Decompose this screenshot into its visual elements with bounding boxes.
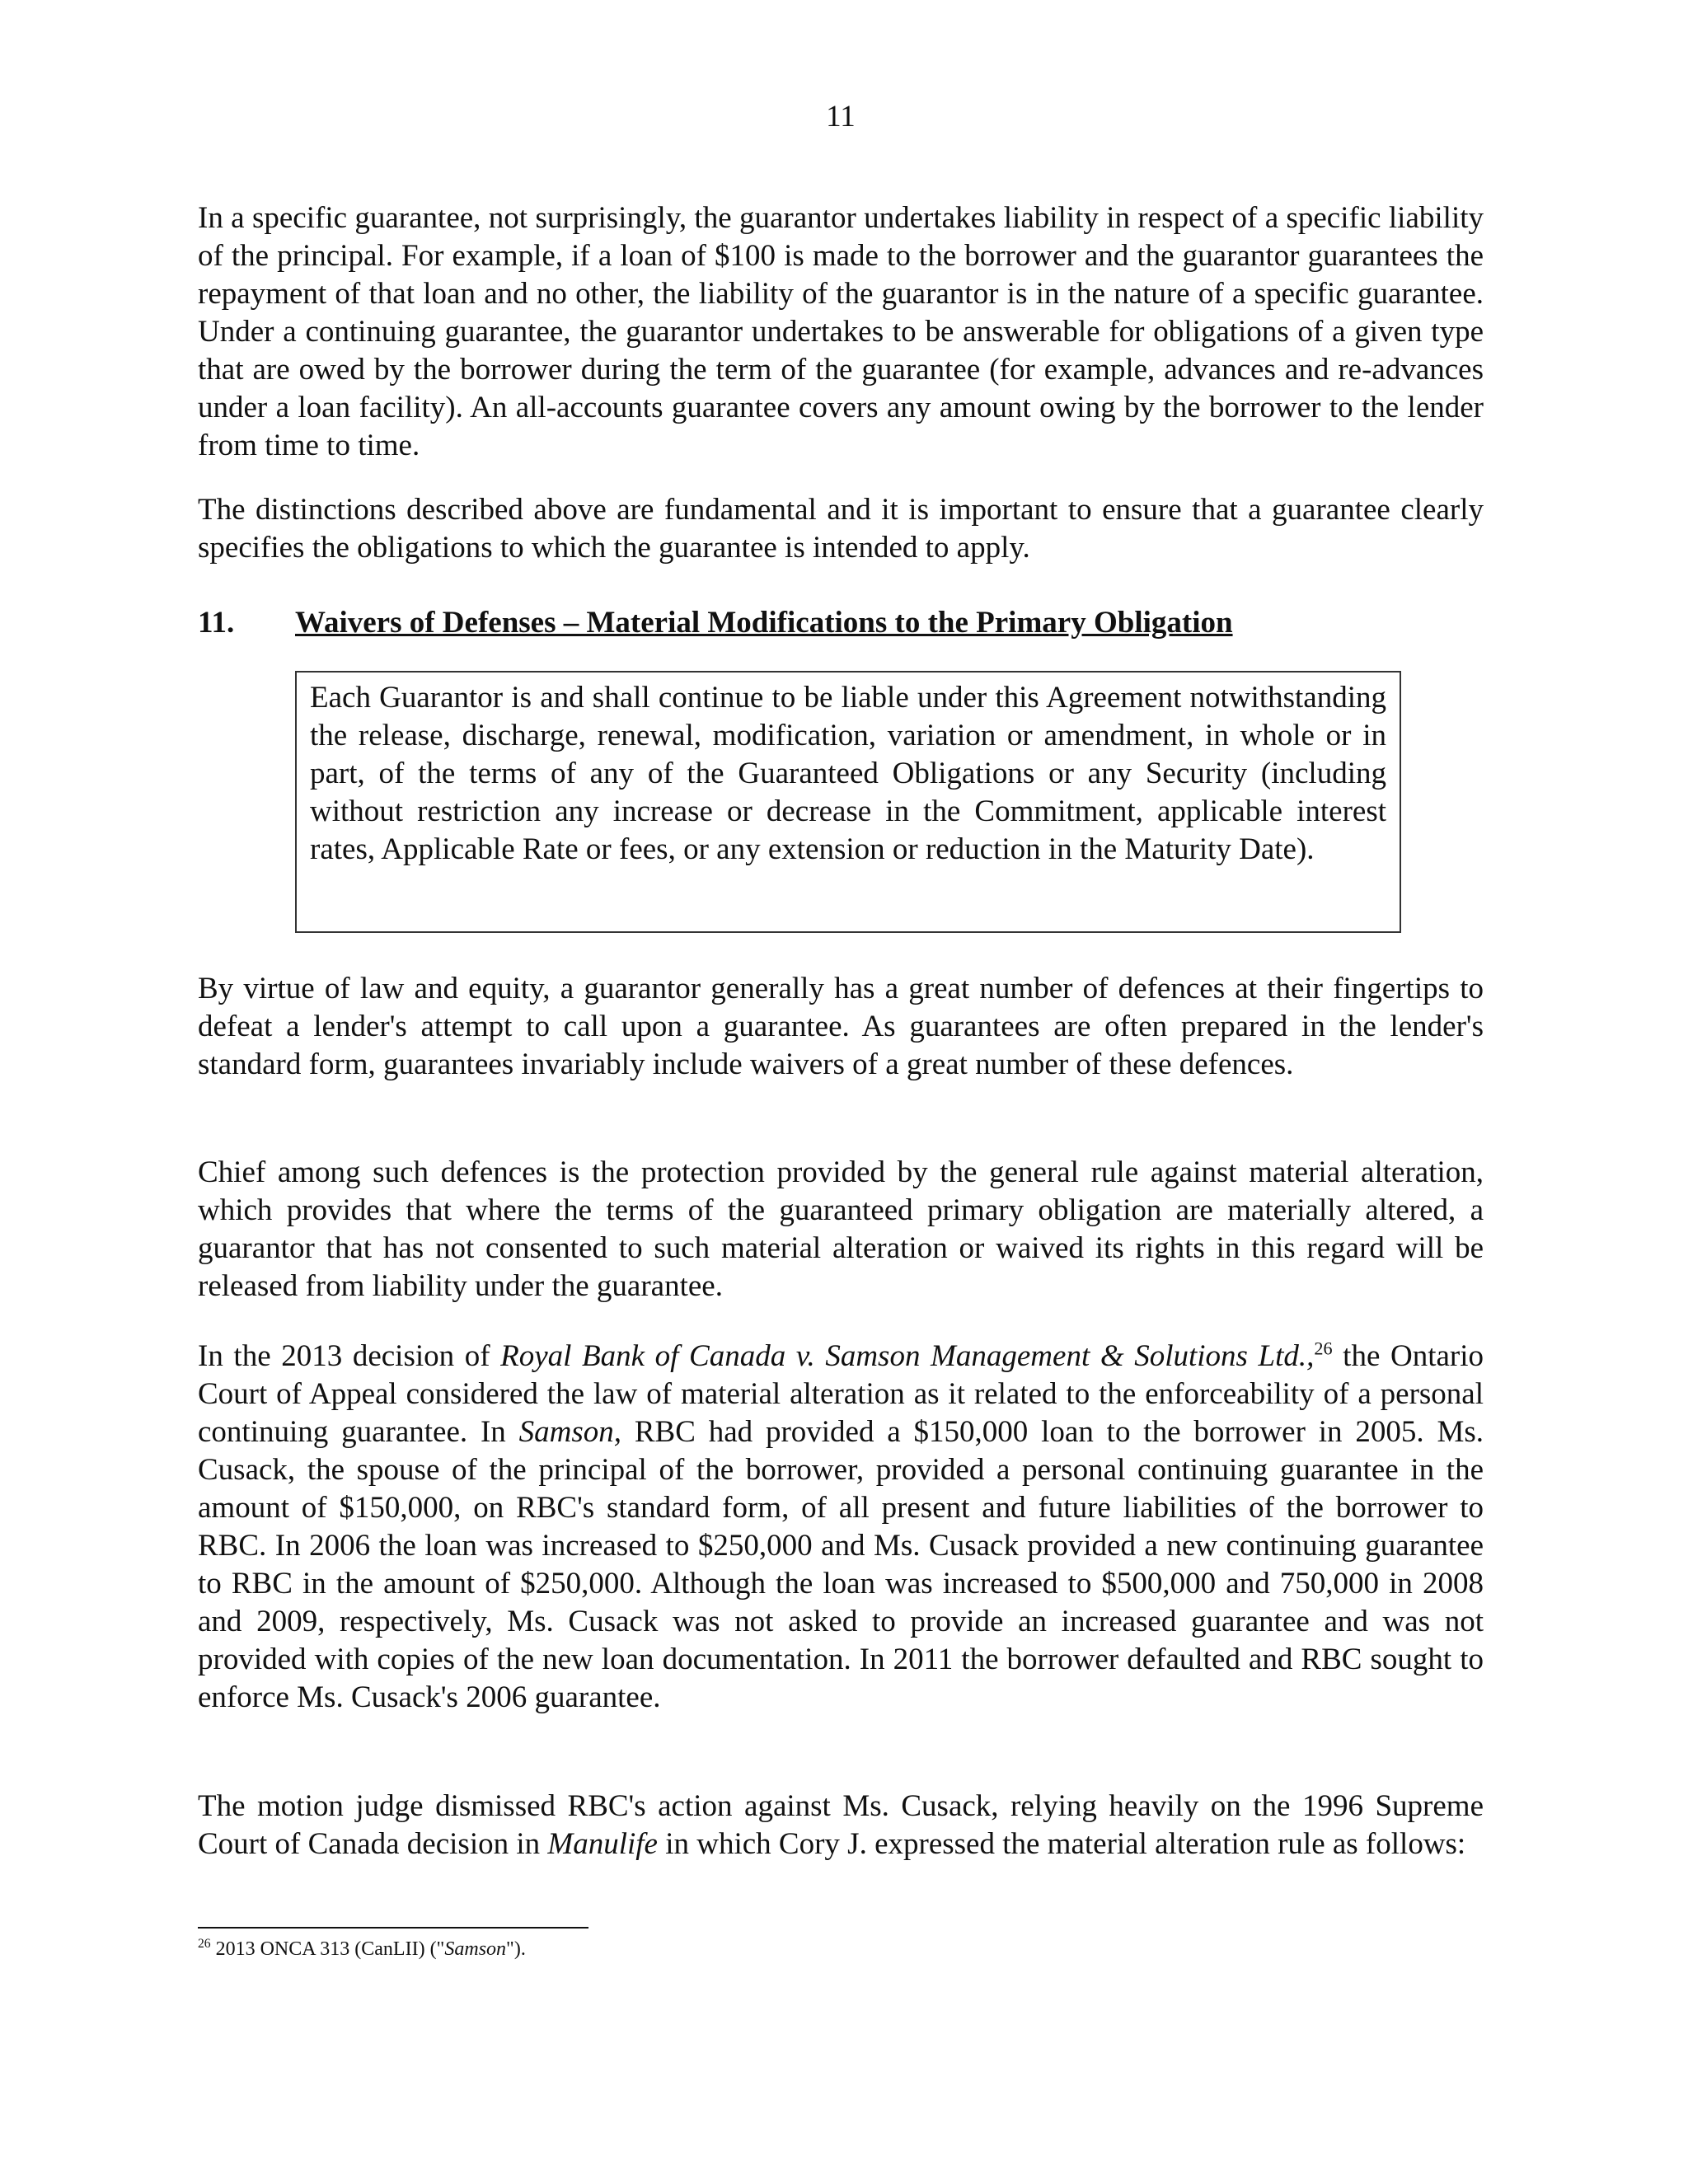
footnote-divider — [198, 1927, 588, 1929]
manulife-case-name: Manulife — [547, 1827, 658, 1861]
samson-text-b: RBC had provided a $150,000 loan to the borrower in 2005. Ms. Cusack, the spouse of the principal of the borrower, provided a personal continuing guarantee in the amount of $150,000, on RBC's standard form, of all present and future liabilities of the borrower to RBC. In 2006 the loan was increased to $250,000 and Ms. Cusack provided a new continuing guarantee to RBC in the amount of $250,000. Although the loan was increased to $500,000 and 750,000 in 2008 and 2009, respectively, Ms. Cusack was not asked to provide an increased guarantee and was not provided with copies of the new loan documentation. In 2011 the borrower defaulted and RBC sought to enforce Ms. Cusack's 2006 guarantee. — [198, 1415, 1484, 1714]
motion-text-a: The motion judge dismissed RBC's action against Ms. Cusack, relying heavily on the 1996 Supreme Court of Canada decision in — [198, 1789, 1484, 1861]
paragraph-samson-case — [198, 1338, 1484, 1717]
paragraph-defences: By virtue of law and equity, a guarantor generally has a great number of defences at their fingertips to defeat a lender's attempt to call upon a guarantee. As guarantees are often prepared in the lender's standard form, guarantees invariably include waivers of a great number of these defences. — [198, 972, 1484, 1081]
footnote-reference: 26 — [1314, 1338, 1333, 1359]
paragraph-guarantee-types: In a specific guarantee, not surprisingly, the guarantor undertakes liability in respect of a specific liability of the principal. For example, if a loan of $100 is made to the borrower and the guarantor guarantees the repayment of that loan and no other, the liability of the guarantor is in the nature of a specific guarantee. Under a continuing guarantee, the guarantor undertakes to be answerable for obligations of a given type that are owed by the borrower during the term of the guarantee (for example, advances and re-advances under a loan facility). An all-accounts guarantee covers any amount owing by the borrower to the lender from time to time. — [198, 201, 1484, 462]
motion-text-b: in which Cory J. expressed the material alteration rule as follows: — [657, 1827, 1466, 1861]
sample-clause-text: Each Guarantor is and shall continue to be liable under this Agreement notwithstanding the release, discharge, renewal, modification, variation or amendment, in whole or in part, of the terms of any of the Guaranteed Obligations or any Security (including without restriction any increase or decrease in the Commitment, applicable interest rates, Applicable Rate or fees, or any extension or reduction in the Maturity Date). — [310, 681, 1386, 866]
footnote — [198, 1937, 526, 1961]
paragraph-motion-judge — [198, 1788, 1484, 1863]
page-number: 11 — [826, 100, 856, 134]
section-title: Waivers of Defenses – Material Modifications to the Primary Obligation — [295, 606, 1233, 640]
paragraph-material-alteration: Chief among such defences is the protection provided by the general rule against material alteration, which provides that where the terms of the guaranteed primary obligation are materially altered, a guarantor that has not consented to such material alteration or waived its rights in this regard will be released from liability under the guarantee. — [198, 1155, 1484, 1303]
paragraph-distinctions: The distinctions described above are fundamental and it is important to ensure that a guarantee clearly specifies the obligations to which the guarantee is intended to apply. — [198, 493, 1484, 565]
footnote-text-a: 2013 ONCA 313 (CanLII) (" — [210, 1938, 445, 1960]
footnote-case-name: Samson — [444, 1938, 507, 1960]
samson-text-a: the Ontario Court of Appeal considered the law of material alteration as it related to the enforceability of a personal continuing guarantee. In — [198, 1339, 1484, 1449]
samson-short-name: Samson, — [518, 1415, 621, 1449]
sample-clause-box — [295, 671, 1401, 933]
footnote-text-b: "). — [506, 1938, 526, 1960]
footnote-number: 26 — [198, 1937, 211, 1951]
section-number: 11. — [198, 606, 235, 640]
samson-case-name: Royal Bank of Canada v. Samson Management & Solutions Ltd., — [500, 1339, 1315, 1373]
samson-lead-text: In the 2013 decision of — [198, 1339, 501, 1373]
